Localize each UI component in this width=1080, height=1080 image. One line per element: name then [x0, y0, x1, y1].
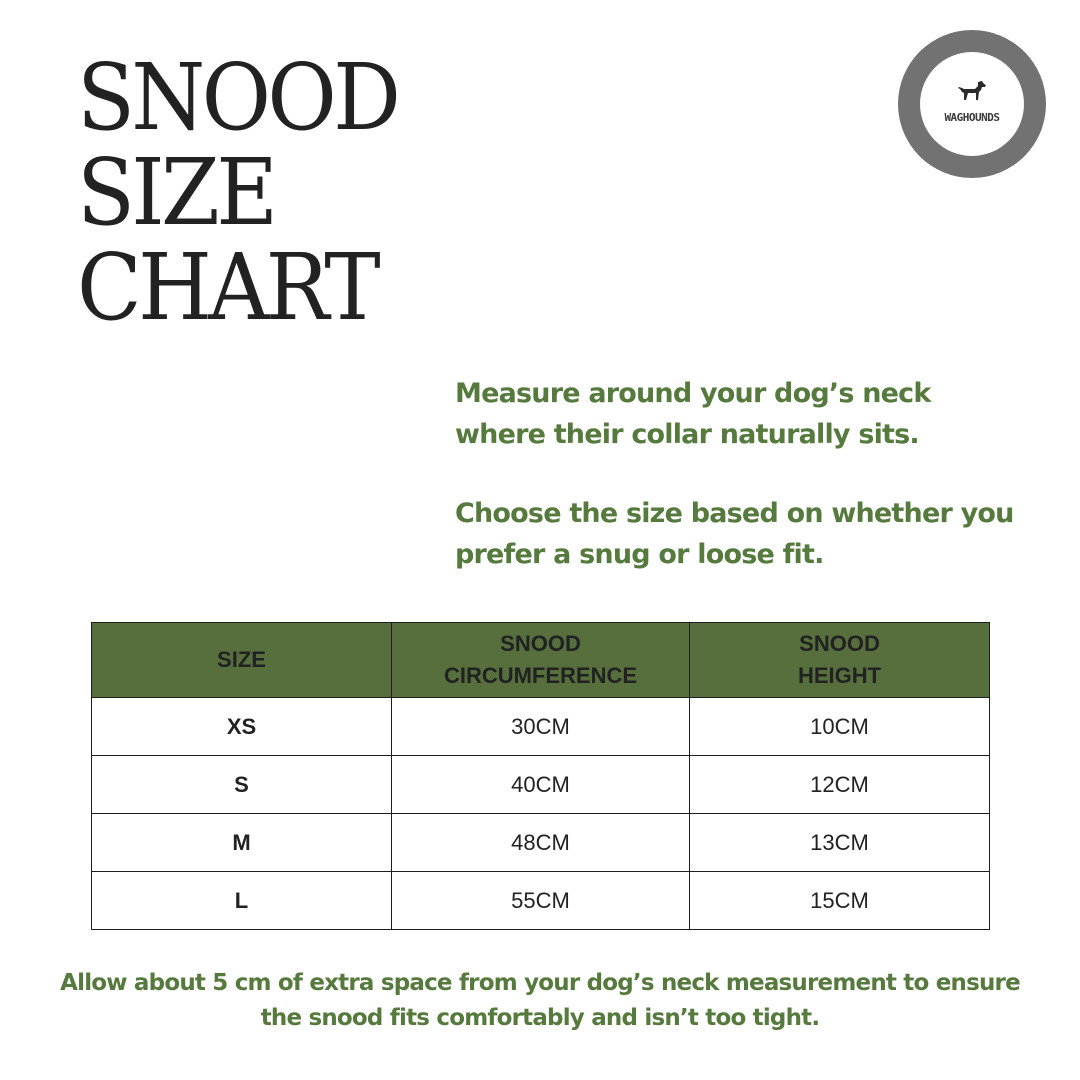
header-circumference [392, 623, 690, 698]
table-row [92, 698, 990, 756]
title-line: CHART [77, 234, 377, 341]
size-cell: S [92, 756, 392, 814]
title-line: SIZE [77, 139, 275, 246]
circumference-cell: 48CM [392, 814, 690, 872]
table-row [92, 872, 990, 930]
size-cell: M [92, 814, 392, 872]
size-cell: L [92, 872, 392, 930]
circumference-cell: 30CM [392, 698, 690, 756]
logo-badge [920, 52, 1024, 156]
height-cell: 12CM [690, 756, 990, 814]
title-line: SNOOD [77, 44, 398, 151]
measure-instruction: Measure around your dog’s neck where their collar naturally sits. [455, 378, 931, 450]
header-height [690, 623, 990, 698]
dog-icon [957, 80, 987, 102]
logo-text: WAGHOUNDS [944, 111, 1000, 124]
circumference-cell: 55CM [392, 872, 690, 930]
size-cell: XS [92, 698, 392, 756]
header-size: SIZE [92, 623, 392, 698]
size-chart-table [91, 622, 990, 930]
header-line: CIRCUMFERENCE [443, 663, 638, 688]
fit-instruction: Choose the size based on whether you prefer a snug or loose fit. [455, 498, 1014, 570]
table-row [92, 756, 990, 814]
header-line: SNOOD [799, 631, 880, 656]
circumference-cell: 40CM [392, 756, 690, 814]
page-title [77, 44, 398, 341]
header-line: SNOOD [500, 631, 581, 656]
brand-logo [898, 30, 1046, 178]
fit-footnote: Allow about 5 cm of extra space from your dog’s neck measurement to ensure the snood fits comfortably and isn’t too tight. [60, 970, 1020, 1031]
table-header-row [92, 623, 990, 698]
height-cell: 13CM [690, 814, 990, 872]
instructions [455, 373, 1015, 575]
height-cell: 15CM [690, 872, 990, 930]
height-cell: 10CM [690, 698, 990, 756]
header-line: HEIGHT [797, 663, 882, 688]
table-row [92, 814, 990, 872]
